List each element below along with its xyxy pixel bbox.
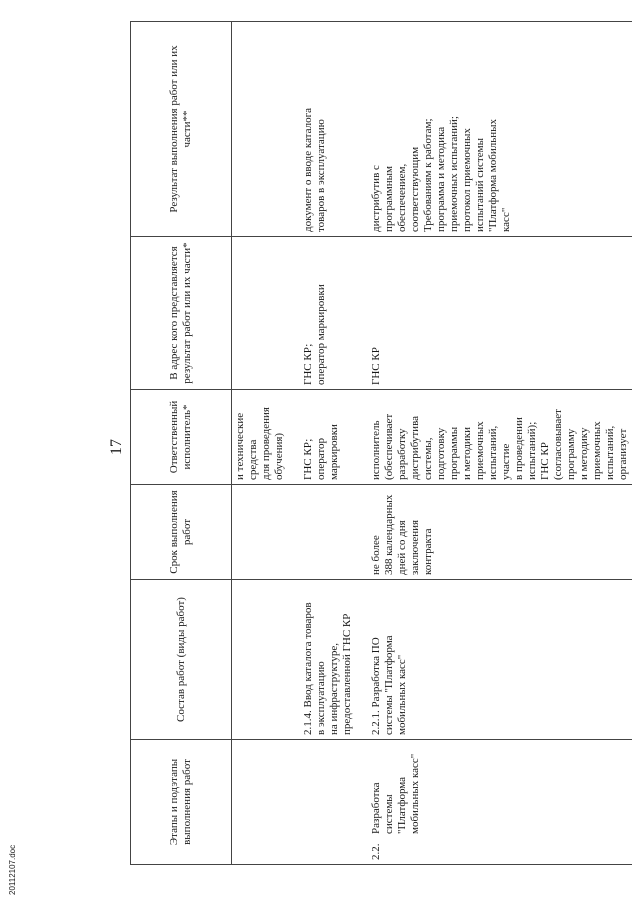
- cell-text-line: товаров в эксплуатацию: [315, 119, 327, 232]
- cell-text-line: исполнитель: [370, 420, 382, 480]
- table-row: [368, 22, 632, 865]
- cell-text-line: (обеспечивает: [383, 413, 395, 480]
- cell-text-line: документ о вводе каталога: [302, 108, 314, 232]
- cell-text-line: "Платформа: [396, 776, 408, 834]
- header-term: Срок выполнения работ: [131, 485, 232, 580]
- cell-text-line: организует: [617, 428, 629, 480]
- row-spacer: [356, 22, 368, 865]
- cell-text-line: оператор маркировки: [315, 284, 327, 385]
- cell-text-line: не более: [370, 535, 382, 575]
- cell-text-line: (согласовывает: [552, 409, 564, 480]
- header-result: Результат выполнения работ или их части**: [131, 22, 232, 237]
- cell-text-line: 388 календарных: [383, 494, 395, 575]
- header-recipient: В адрес кого представляется результат работ или их части*: [131, 237, 232, 390]
- table-row: [232, 22, 289, 865]
- cell-text-line: ГНС КР;: [302, 343, 314, 385]
- work-schedule-table: [130, 21, 632, 865]
- cell-text-line: испытаний);: [526, 421, 538, 480]
- cell-stage: [300, 740, 356, 865]
- cell-text-line: разработку: [396, 428, 408, 480]
- cell-text-line: приемочных испытаний;: [448, 116, 460, 232]
- cell-work: [232, 580, 289, 740]
- cell-text-line: заключения: [409, 519, 421, 575]
- cell-text-line: на инфраструктуре,: [328, 643, 340, 735]
- cell-text-line: испытаний системы: [474, 138, 486, 232]
- cell-text-line: программы: [448, 426, 460, 480]
- cell-executor: [300, 390, 356, 485]
- cell-recipient: [368, 237, 632, 390]
- cell-text-line: программным: [383, 166, 395, 232]
- cell-executor: [368, 390, 632, 485]
- cell-text-line: Разработка: [370, 782, 382, 834]
- cell-text-line: системы: [383, 794, 395, 834]
- cell-text-line: дней со дня: [396, 520, 408, 575]
- cell-text-line: приемочных: [474, 421, 486, 480]
- cell-text-line: испытаний,: [487, 425, 499, 480]
- cell-stage: [232, 740, 289, 865]
- cell-term: [300, 485, 356, 580]
- cell-result: [300, 22, 356, 237]
- cell-text-line: 2.2.1. Разработка ПО: [370, 637, 382, 735]
- cell-text-line: и технические: [234, 412, 246, 480]
- cell-term: [368, 485, 632, 580]
- cell-text-line: подготовку: [435, 427, 447, 480]
- cell-text-line: участие: [500, 443, 512, 480]
- cell-result: [368, 22, 632, 237]
- cell-text-line: средства: [247, 439, 259, 480]
- cell-text-line: контракта: [422, 528, 434, 575]
- cell-executor: [232, 390, 289, 485]
- cell-text-line: испытаний,: [604, 425, 616, 480]
- cell-text-line: маркировки: [328, 424, 340, 480]
- cell-text-line: в проведении: [513, 417, 525, 480]
- rotated-document-page: [90, 17, 629, 877]
- cell-text-line: ГНС КР: [539, 442, 551, 480]
- cell-text-line: оператор: [315, 437, 327, 480]
- stage-number: 2.2.: [370, 843, 382, 860]
- cell-text-line: предоставленной ГНС КР: [341, 613, 353, 735]
- cell-text-line: мобильных касс": [396, 654, 408, 735]
- page-number: 17: [108, 439, 125, 455]
- table-row: [300, 22, 356, 865]
- footer-filename: 20112107.doc: [8, 844, 17, 895]
- cell-result: [232, 22, 289, 237]
- cell-text-line: системы,: [422, 437, 434, 480]
- cell-text-line: Требованиям к работам;: [422, 118, 434, 232]
- cell-text-line: программу: [565, 428, 577, 480]
- cell-term: [232, 485, 289, 580]
- cell-text-line: обучения): [273, 432, 285, 480]
- cell-text-line: и методики: [461, 426, 473, 480]
- table-header-row: [131, 22, 232, 865]
- cell-text-line: соответствующим: [409, 146, 421, 232]
- header-work: Состав работ (виды работ): [131, 580, 232, 740]
- row-spacer: [288, 22, 300, 865]
- cell-text-line: "Платформа мобильных: [487, 118, 499, 232]
- cell-text-line: мобильных касс": [409, 753, 421, 834]
- cell-recipient: [232, 237, 289, 390]
- cell-text-line: касс": [500, 207, 512, 232]
- cell-text-line: протокол приемочных: [461, 128, 473, 232]
- cell-text-line: программа и методика: [435, 126, 447, 232]
- cell-text-line: ГНС КР;: [302, 438, 314, 480]
- cell-text-line: для проведения: [260, 407, 272, 480]
- cell-text-line: ГНС КР: [370, 347, 382, 385]
- cell-text-line: приемочных: [591, 421, 603, 480]
- cell-text-line: системы "Платформа: [383, 635, 395, 735]
- cell-text-line: 2.1.4. Ввод каталога товаров: [302, 602, 314, 735]
- cell-stage: [368, 740, 632, 865]
- cell-work: [300, 580, 356, 740]
- header-executor: Ответственный исполнитель*: [131, 390, 232, 485]
- cell-text-line: дистрибутив с: [370, 165, 382, 232]
- cell-text-line: в эксплуатацию: [315, 661, 327, 735]
- cell-text-line: обеспечением,: [396, 163, 408, 232]
- cell-recipient: [300, 237, 356, 390]
- header-stages: Этапы и подэтапы выполнения работ: [131, 740, 232, 865]
- cell-text-line: и методику: [578, 427, 590, 480]
- cell-work: [368, 580, 632, 740]
- cell-text-line: дистрибутива: [409, 416, 421, 480]
